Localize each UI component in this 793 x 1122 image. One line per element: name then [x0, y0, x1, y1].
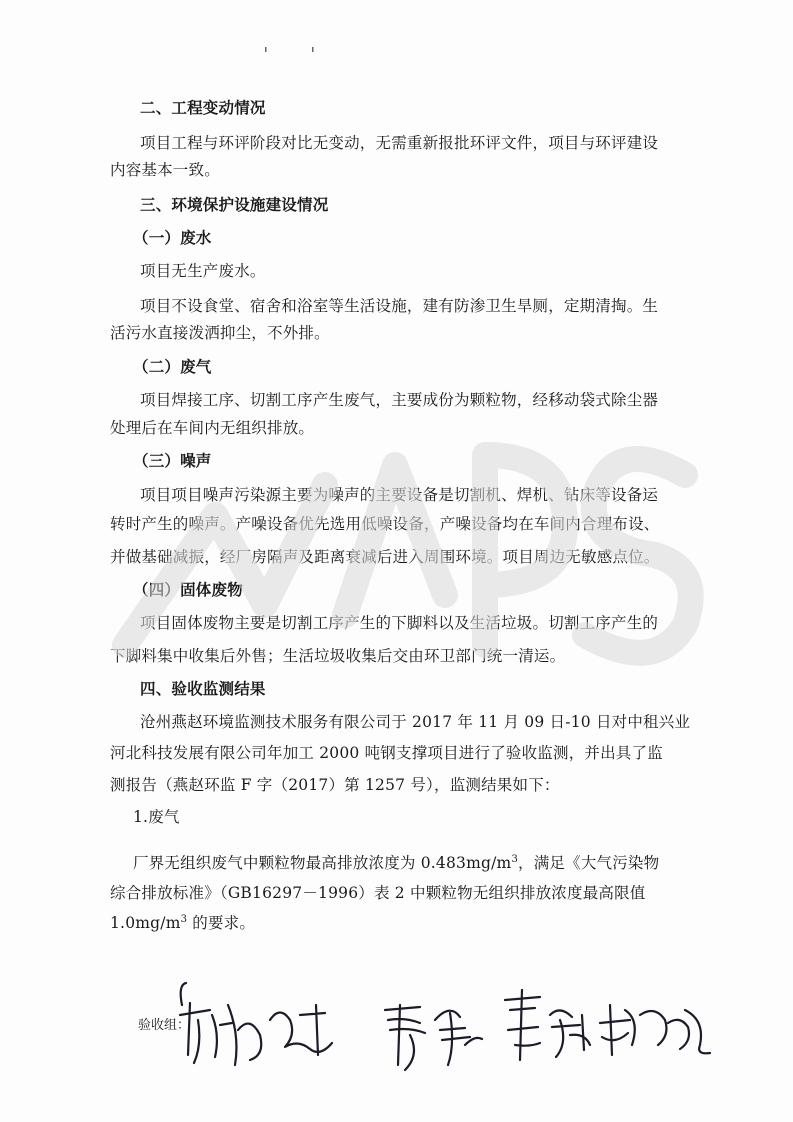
exhaust-gas-paragraph-line-2: 处理后在车间内无组织排放。 — [110, 419, 315, 437]
result-line-3-superscript: 3 — [180, 913, 188, 925]
monitoring-paragraph-line-2: 河北科技发展有限公司年加工 2000 吨钢支撑项目进行了验收监测，并出具了监 — [110, 744, 663, 762]
signature-strokes — [120, 975, 720, 1075]
monitoring-paragraph-line-1: 沧州燕赵环境监测技术服务有限公司于 2017 年 11 月 09 日-10 日对中租兴业 — [140, 713, 691, 731]
section-2-heading: 二、工程变动情况 — [140, 98, 266, 117]
solid-waste-heading: （四）固体废物 — [133, 580, 243, 599]
wastewater-paragraph-2-line-1: 项目不设食堂、宿舍和浴室等生活设施，建有防渗卫生旱厕，定期清掏。生 — [140, 297, 659, 315]
handwritten-signatures — [120, 975, 720, 1075]
wastewater-paragraph-1: 项目无生产废水。 — [140, 262, 266, 280]
monitoring-paragraph-line-3: 测报告（燕赵环监 F 字（2017）第 1257 号），监测结果如下： — [110, 776, 560, 794]
solid-waste-paragraph-line-2: 下脚料集中收集后外售；生活垃圾收集后交由环卫部门统一清运。 — [110, 647, 566, 665]
noise-paragraph-line-2: 转时产生的噪声。产噪设备优先选用低噪设备，产噪设备均在车间内合理布设、 — [110, 515, 660, 533]
result-paragraph-line-1 — [133, 852, 659, 874]
result-paragraph-line-3 — [110, 912, 255, 934]
wastewater-paragraph-2-line-2: 活污水直接泼洒抑尘，不外排。 — [110, 324, 330, 342]
noise-paragraph-line-3: 并做基础减振，经厂房隔声及距离衰减后进入周围环境。项目周边无敏感点位。 — [110, 548, 660, 566]
noise-heading: （三）噪声 — [133, 451, 212, 470]
noise-paragraph-line-1: 项目项目噪声污染源主要为噪声的主要设备是切割机、焊机、钻床等设备运 — [140, 486, 659, 504]
result-line-1-superscript: 3 — [511, 853, 519, 865]
exhaust-gas-heading: （二）废气 — [133, 357, 212, 376]
section-3-heading: 三、环境保护设施建设情况 — [140, 195, 329, 214]
result-line-3-text-a: 1.0mg/m — [110, 914, 181, 932]
solid-waste-paragraph-line-1: 项目固体废物主要是切割工序产生的下脚料以及生活垃圾。切割工序产生的 — [140, 614, 659, 632]
exhaust-gas-paragraph-line-1: 项目焊接工序、切割工序产生废气，主要成份为颗粒物，经移动袋式除尘器 — [140, 391, 659, 409]
section-4-heading: 四、验收监测结果 — [140, 679, 266, 698]
result-item-1-label: 1.废气 — [133, 808, 180, 826]
wastewater-heading: （一）废水 — [133, 228, 212, 247]
result-line-3-text-b: 的要求。 — [187, 914, 256, 932]
result-paragraph-line-2: 综合排放标准》（GB16297－1996）表 2 中颗粒物无组织排放浓度最高限值 — [110, 884, 646, 902]
scan-speck-marks — [260, 43, 340, 55]
scan-specks — [260, 40, 340, 52]
section-2-paragraph-line-2: 内容基本一致。 — [110, 161, 220, 179]
acceptance-team-label: 验收组： — [138, 1018, 191, 1033]
result-line-1-text-b: ，满足《大气污染物 — [518, 854, 660, 872]
result-line-1-text-a: 厂界无组织废气中颗粒物最高排放浓度为 0.483mg/m — [133, 854, 512, 872]
section-2-paragraph-line-1: 项目工程与环评阶段对比无变动，无需重新报批环评文件，项目与环评建设 — [140, 134, 659, 152]
